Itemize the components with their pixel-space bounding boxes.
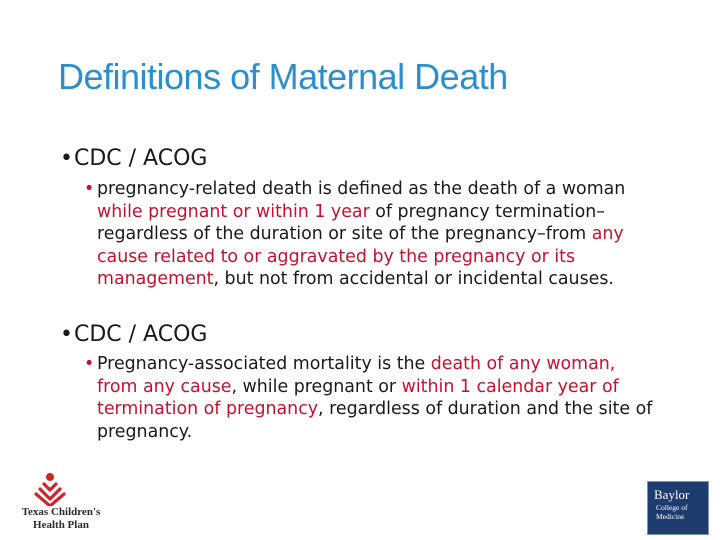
section-heading bbox=[60, 146, 207, 171]
bullet-icon: • bbox=[60, 322, 73, 347]
definition-text bbox=[84, 178, 660, 291]
section-heading-label: CDC / ACOG bbox=[74, 322, 208, 347]
section-heading bbox=[60, 322, 207, 347]
section-heading-label: CDC / ACOG bbox=[74, 146, 208, 171]
subtitle-line: Medicine bbox=[656, 511, 685, 521]
baylor-name: Baylor bbox=[654, 487, 690, 502]
text-run: , but not from accidental or incidental causes. bbox=[213, 269, 614, 289]
texas-childrens-mark-icon bbox=[6, 470, 116, 506]
bullet-icon: • bbox=[60, 146, 73, 171]
slide-title: Definitions of Maternal Death bbox=[58, 56, 508, 97]
baylor-logo bbox=[647, 481, 709, 535]
text-run: pregnancy-related death is defined as the death of a woman bbox=[97, 179, 626, 199]
bullet-icon: • bbox=[84, 179, 95, 199]
highlighted-text: while pregnant or within 1 year bbox=[97, 201, 370, 222]
bullet-icon: • bbox=[84, 354, 95, 374]
wordmark-line: Health Plan bbox=[33, 519, 89, 531]
text-run: , regardless of duration and the site of pregnancy. bbox=[97, 399, 653, 442]
highlighted-text: within 1 calendar year of termination of pregnancy bbox=[97, 376, 619, 419]
subtitle-line: College of bbox=[656, 503, 688, 512]
texas-childrens-logo bbox=[6, 470, 116, 534]
highlighted-text: death of any woman, from any cause bbox=[97, 354, 616, 397]
wordmark-line: Texas Children's bbox=[21, 506, 101, 518]
highlighted-text: any cause related to or aggravated by the pregnancy or its management bbox=[97, 224, 624, 289]
text-run: Pregnancy-associated mortality is the bbox=[97, 354, 431, 374]
texas-childrens-wordmark bbox=[6, 506, 116, 532]
text-run: of pregnancy termination–regardless of the duration or site of the pregnancy–from bbox=[97, 201, 605, 244]
baylor-subtitle bbox=[656, 504, 706, 521]
text-run: , while pregnant or bbox=[231, 376, 402, 397]
definition-text bbox=[84, 353, 660, 443]
